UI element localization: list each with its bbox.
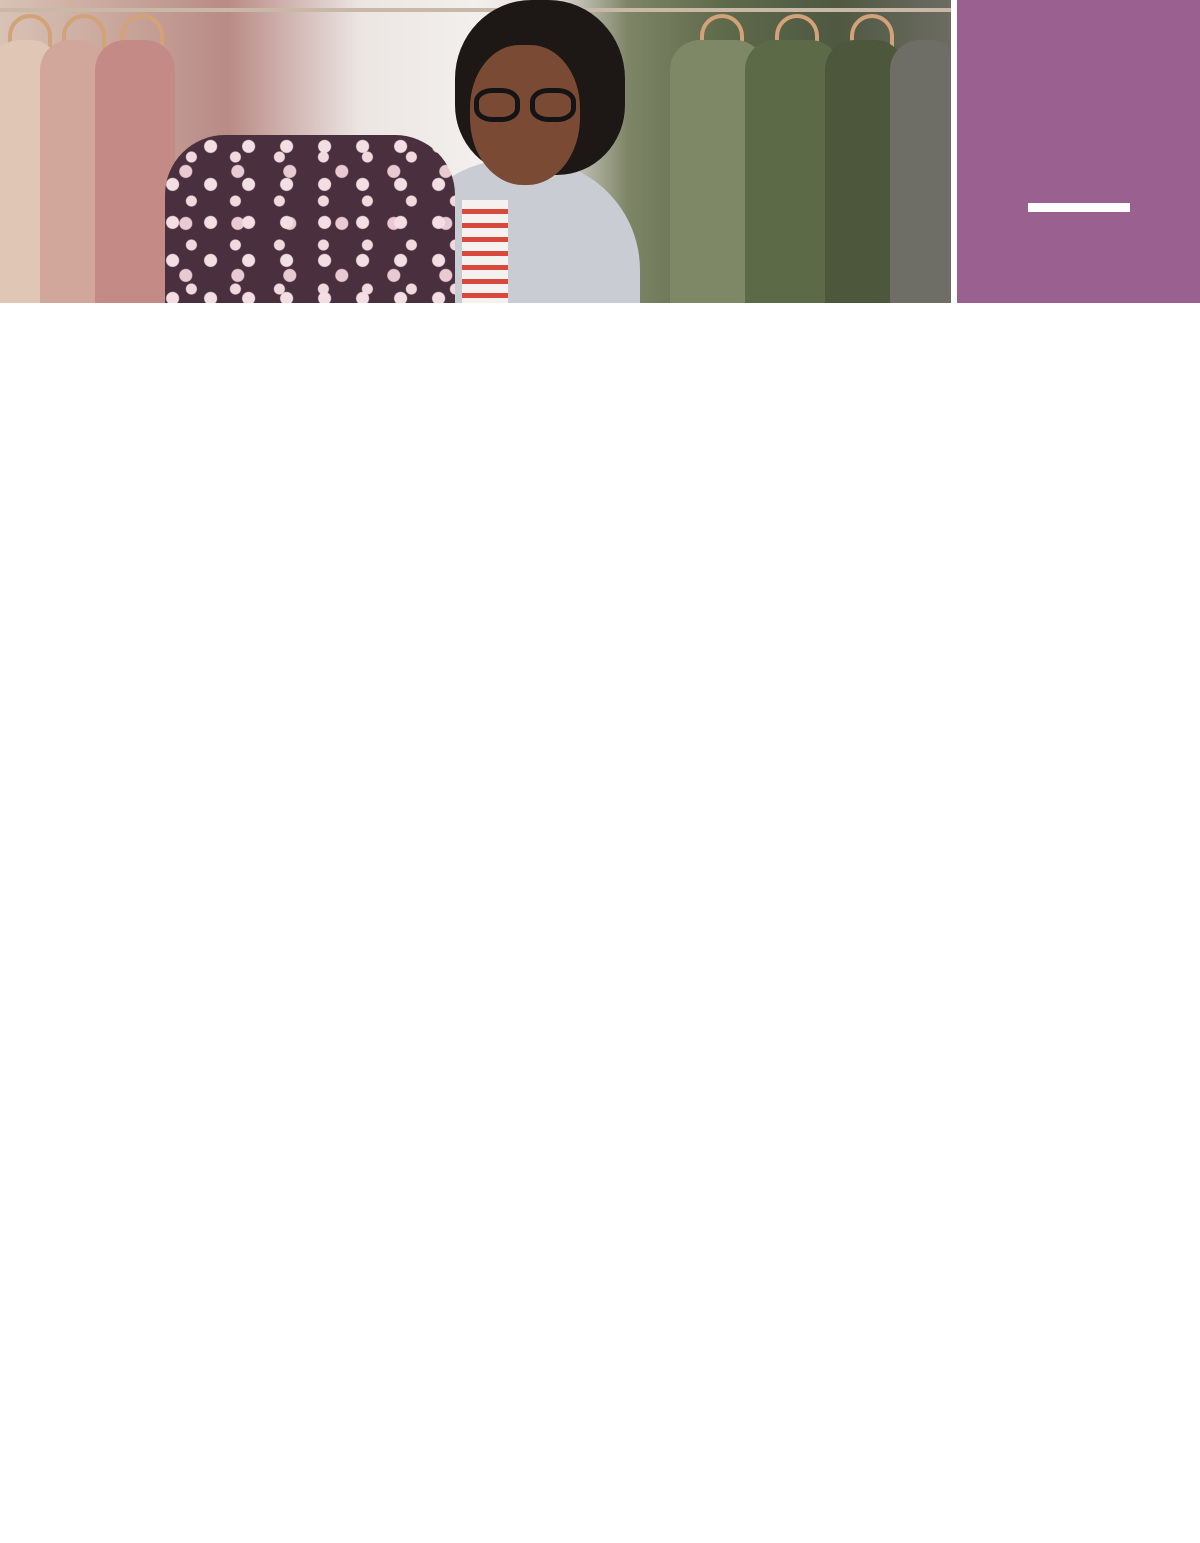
badge-underline xyxy=(1028,203,1130,212)
section-3-heading xyxy=(619,598,1133,628)
lesson-number-badge xyxy=(957,0,1200,303)
clothes-rail xyxy=(0,8,951,12)
section-1-heading xyxy=(71,535,586,565)
header-photo xyxy=(0,0,951,303)
right-column xyxy=(619,502,1133,635)
section-2-heading xyxy=(619,535,1133,565)
garment xyxy=(95,40,175,303)
floral-garment xyxy=(165,135,455,303)
glasses-icon xyxy=(472,88,580,122)
garment xyxy=(890,40,951,303)
left-column xyxy=(71,502,586,572)
person-striped-shirt xyxy=(462,200,508,303)
